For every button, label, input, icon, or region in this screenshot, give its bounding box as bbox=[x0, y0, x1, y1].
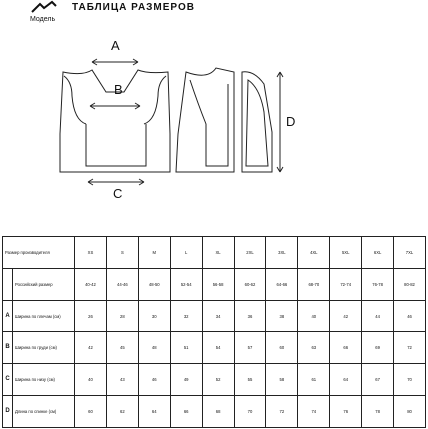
table-cell: 34 bbox=[202, 300, 234, 332]
table-cell: 57 bbox=[234, 332, 266, 364]
table-header-cell: L bbox=[170, 237, 202, 269]
table-row bbox=[3, 332, 426, 364]
table-header-cell: 4XL bbox=[298, 237, 330, 269]
table-cell: 80-82 bbox=[394, 268, 426, 300]
table-cell: 38 bbox=[266, 300, 298, 332]
table-cell: 26 bbox=[75, 300, 107, 332]
logo-icon bbox=[30, 0, 70, 16]
dimension-label-d: D bbox=[286, 114, 296, 129]
table-cell: 69 bbox=[362, 332, 394, 364]
table-cell: 70 bbox=[234, 396, 266, 428]
size-table-body bbox=[3, 237, 426, 428]
table-row-letter bbox=[3, 268, 13, 300]
table-cell: 68-70 bbox=[298, 268, 330, 300]
table-cell: 78 bbox=[362, 396, 394, 428]
table-cell: 60-62 bbox=[234, 268, 266, 300]
table-header-cell: M bbox=[138, 237, 170, 269]
table-cell: 58 bbox=[266, 364, 298, 396]
table-cell: 66 bbox=[330, 332, 362, 364]
table-row-label: Ширина по низу (см) bbox=[13, 364, 75, 396]
table-header-cell: 3XL bbox=[266, 237, 298, 269]
table-cell: 54 bbox=[202, 332, 234, 364]
table-cell: 45 bbox=[106, 332, 138, 364]
table-row-label: Ширина по плечам (см) bbox=[13, 300, 75, 332]
table-header-cell: S bbox=[106, 237, 138, 269]
garment-diagram bbox=[28, 24, 428, 212]
table-cell: 72-74 bbox=[330, 268, 362, 300]
table-cell: 76-78 bbox=[362, 268, 394, 300]
table-header-cell: 7XL bbox=[394, 237, 426, 269]
table-row-letter: D bbox=[3, 396, 13, 428]
table-cell: 80 bbox=[394, 396, 426, 428]
table-cell: 52 bbox=[202, 364, 234, 396]
table-cell: 67 bbox=[362, 364, 394, 396]
dimension-label-c: C bbox=[113, 186, 123, 201]
table-header-cell: 2XL bbox=[234, 237, 266, 269]
table-header-cell: XS bbox=[75, 237, 107, 269]
table-cell: 61 bbox=[298, 364, 330, 396]
table-header-cell: 5XL bbox=[330, 237, 362, 269]
table-header-cell: XL bbox=[202, 237, 234, 269]
table-cell: 48-50 bbox=[138, 268, 170, 300]
table-header-label: Размер производителя bbox=[3, 237, 75, 269]
table-cell: 46 bbox=[394, 300, 426, 332]
size-table bbox=[2, 236, 426, 428]
table-row-letter: A bbox=[3, 300, 13, 332]
table-cell: 51 bbox=[170, 332, 202, 364]
table-cell: 74 bbox=[298, 396, 330, 428]
table-cell: 40-42 bbox=[75, 268, 107, 300]
table-cell: 32 bbox=[170, 300, 202, 332]
table-cell: 64 bbox=[330, 364, 362, 396]
table-cell: 72 bbox=[394, 332, 426, 364]
header bbox=[30, 0, 428, 24]
table-cell: 46 bbox=[138, 364, 170, 396]
table-cell: 49 bbox=[170, 364, 202, 396]
table-row bbox=[3, 364, 426, 396]
dimension-label-b: B bbox=[114, 82, 123, 97]
table-cell: 28 bbox=[106, 300, 138, 332]
table-row-label: Российский размер bbox=[13, 268, 75, 300]
table-cell: 64-66 bbox=[266, 268, 298, 300]
tank-top-illustration bbox=[28, 24, 428, 212]
table-cell: 40 bbox=[298, 300, 330, 332]
table-cell: 70 bbox=[394, 364, 426, 396]
table-cell: 44-46 bbox=[106, 268, 138, 300]
table-row-letter: C bbox=[3, 364, 13, 396]
table-header-cell: 6XL bbox=[362, 237, 394, 269]
table-cell: 42 bbox=[75, 332, 107, 364]
table-cell: 56-58 bbox=[202, 268, 234, 300]
table-row-label: Ширина по груди (см) bbox=[13, 332, 75, 364]
table-cell: 66 bbox=[170, 396, 202, 428]
table-cell: 42 bbox=[330, 300, 362, 332]
table-row bbox=[3, 268, 426, 300]
table-cell: 55 bbox=[234, 364, 266, 396]
table-cell: 30 bbox=[138, 300, 170, 332]
table-cell: 44 bbox=[362, 300, 394, 332]
table-cell: 43 bbox=[106, 364, 138, 396]
table-row-letter: B bbox=[3, 332, 13, 364]
table-cell: 48 bbox=[138, 332, 170, 364]
table-cell: 60 bbox=[75, 396, 107, 428]
page-subtitle: Модель bbox=[30, 16, 56, 23]
dimension-label-a: A bbox=[111, 38, 120, 53]
table-cell: 52-54 bbox=[170, 268, 202, 300]
table-cell: 60 bbox=[266, 332, 298, 364]
table-cell: 63 bbox=[298, 332, 330, 364]
table-cell: 62 bbox=[106, 396, 138, 428]
table-header-row bbox=[3, 237, 426, 269]
table-row bbox=[3, 300, 426, 332]
table-cell: 64 bbox=[138, 396, 170, 428]
table-cell: 68 bbox=[202, 396, 234, 428]
table-cell: 72 bbox=[266, 396, 298, 428]
table-cell: 36 bbox=[234, 300, 266, 332]
table-row-label: Длина по спинке (см) bbox=[13, 396, 75, 428]
table-cell: 40 bbox=[75, 364, 107, 396]
table-row bbox=[3, 396, 426, 428]
table-cell: 76 bbox=[330, 396, 362, 428]
page-title: ТАБЛИЦА РАЗМЕРОВ bbox=[72, 2, 195, 13]
